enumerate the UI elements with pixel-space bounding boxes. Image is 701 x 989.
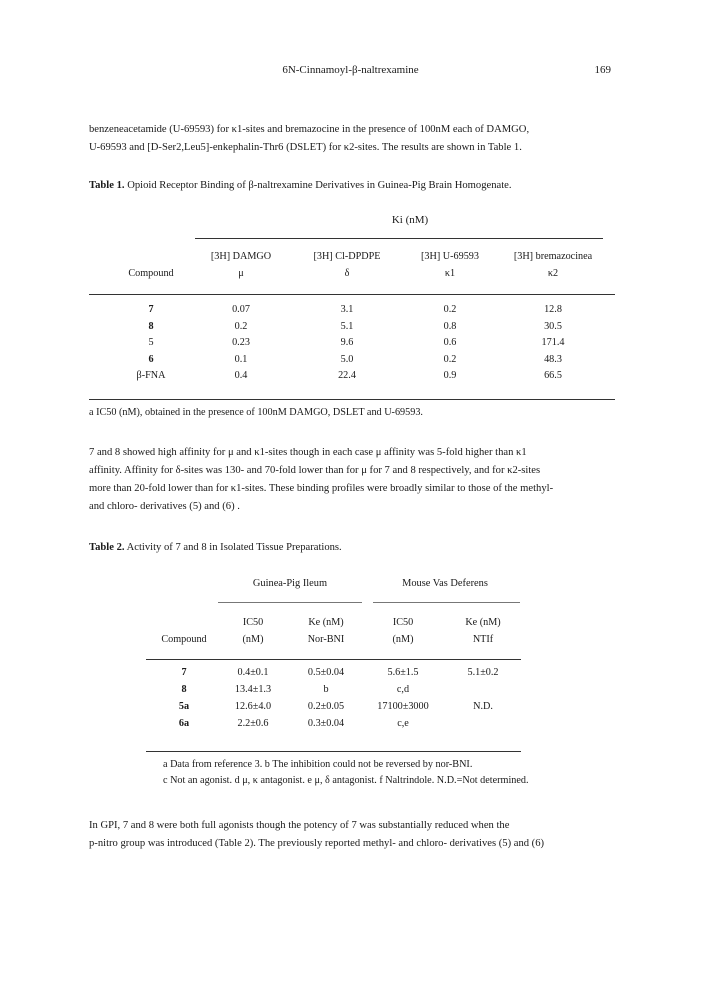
table1-cell: 0.6: [443, 337, 457, 348]
table1-cell: 0.2: [443, 304, 457, 315]
table1-col4-ligand: [3H] bremazocinea: [513, 251, 593, 262]
table2-cell: 0.3±0.04: [307, 718, 345, 729]
table1-col3-ligand: [3H] U-69593: [420, 251, 479, 262]
table2-caption-label: Table 2.: [89, 542, 125, 553]
table1-cell: 3.1: [340, 304, 354, 315]
table1-row-compound: 6: [148, 353, 154, 365]
table2-cell: 5.6±1.5: [387, 667, 419, 678]
table1-cell: 12.8: [544, 304, 562, 315]
running-title: 6N-Cinnamoyl-β-naltrexamine: [282, 64, 419, 76]
table1-cell: 0.1: [234, 353, 248, 365]
table1-row-compound: β-FNA: [136, 370, 166, 381]
table2-group-mvd: Mouse Vas Deferens: [402, 578, 488, 589]
table2-caption-text: Activity of 7 and 8 in Isolated Tissue Preparations.: [126, 542, 342, 553]
table1-cell: 5.0: [340, 353, 354, 365]
table1-cell: 30.5: [544, 320, 562, 332]
para2-line-1: 7 and 8 showed high affinity for μ and κ1-sites though in each case μ affinity was 5-fold higher than κ1: [89, 447, 527, 458]
table2-bottom-rule: [146, 751, 521, 752]
table1-cell: 5.1: [340, 320, 354, 332]
table2-col3-h2: (nM): [392, 634, 414, 645]
table2-cell: N.D.: [473, 701, 493, 712]
table2-col1-h1: IC50: [242, 617, 264, 628]
table2-footnote-1: a Data from reference 3. b The inhibition could not be reversed by nor-BNI.: [163, 759, 473, 770]
table2-row-compound: 7: [181, 667, 187, 678]
table1-cell: 48.3: [544, 353, 562, 365]
table1-header-rule: [89, 294, 615, 295]
table2-col1-h2: (nM): [242, 634, 264, 645]
table1-col1-ligand: [3H] DAMGO: [210, 251, 272, 262]
page-number: 169: [594, 64, 611, 76]
table1-col1-site: μ: [238, 268, 244, 279]
intro-line-1: benzeneacetamide (U-69593) for κ1-sites and bremazocine in the presence of 100nM each of DAMGO,: [89, 124, 530, 135]
table1-col4-site: κ2: [547, 268, 559, 279]
table1-cell: 9.6: [340, 337, 354, 348]
intro-line-2: U-69593 and [D-Ser2,Leu5]-enkephalin-Thr6 (DSLET) for κ2-sites. The results are shown in Table 1.: [89, 142, 522, 153]
table1-caption: [89, 180, 512, 191]
para3-line-1: In GPI, 7 and 8 were both full agonists though the potency of 7 was substantially reduced when the: [89, 820, 510, 831]
table1-footnote: a IC50 (nM), obtained in the presence of 100nM DAMGO, DSLET and U-69593.: [89, 407, 423, 418]
table2-cell: b: [323, 684, 329, 695]
table1-row-compound: 7: [148, 304, 154, 315]
table2-cell: 17100±3000: [377, 701, 429, 712]
table1-col2-site: δ: [344, 268, 350, 279]
table1-row-compound: 8: [148, 320, 154, 332]
table1-cell: 22.4: [338, 370, 356, 381]
table2-caption: [89, 542, 342, 553]
table1-caption-label: Table 1.: [89, 180, 125, 191]
table1-cell: 0.23: [232, 337, 250, 348]
para3-line-2: p-nitro group was introduced (Table 2). The previously reported methyl- and chloro- derivatives (5) and (6): [89, 838, 545, 849]
table1-col3-site: κ1: [444, 268, 456, 279]
table2-cell: 0.2±0.05: [307, 701, 345, 712]
table1-cell: 0.07: [232, 304, 250, 315]
table2-cell: 2.2±0.6: [237, 718, 269, 729]
table2-cell: 0.5±0.04: [307, 667, 345, 678]
table1-cell: 0.4: [234, 370, 248, 381]
table2-col2-h1: Ke (nM): [308, 617, 344, 628]
para2-line-2: affinity. Affinity for δ-sites was 130- and 70-fold lower than for μ for 7 and 8 respectively, and for κ2-sites: [89, 465, 541, 476]
table1-cell: 0.8: [443, 320, 457, 332]
table2-mvd-rule: [373, 602, 520, 603]
table2-col4-h1: Ke (nM): [465, 617, 501, 628]
table2-footnote-2: c Not an agonist. d μ, κ antagonist. e μ, δ antagonist. f Naltrindole. N.D.=Not determined.: [163, 775, 529, 786]
table2-cell: c,d: [396, 684, 410, 695]
table1-col2-ligand: [3H] Cl-DPDPE: [313, 251, 381, 262]
table1-cell: 0.2: [443, 353, 457, 365]
table2-col-compound: Compound: [161, 634, 207, 645]
table2-row-compound: 6a: [178, 718, 190, 729]
table1-row-compound: 5: [148, 337, 154, 348]
table1-cell: 0.2: [234, 320, 248, 332]
table1-col-compound: Compound: [128, 268, 174, 279]
table2-gpi-rule: [218, 602, 362, 603]
table2-group-gpi: Guinea-Pig Ileum: [252, 578, 328, 589]
table2-cell: 0.4±0.1: [237, 667, 269, 678]
para2-line-4: and chloro- derivatives (5) and (6) .: [89, 501, 240, 512]
table1-caption-text: Opioid Receptor Binding of β-naltrexamine Derivatives in Guinea-Pig Brain Homogenate.: [127, 180, 512, 191]
table2-cell: 12.6±4.0: [234, 701, 272, 712]
table1-cell: 0.9: [443, 370, 457, 381]
table2-row-compound: 5a: [178, 701, 190, 712]
table1-cell: 66.5: [544, 370, 562, 381]
table2-cell: 13.4±1.3: [234, 684, 272, 695]
table2-row-compound: 8: [181, 684, 187, 695]
table2-header-rule: [146, 659, 521, 660]
table2-cell: 5.1±0.2: [467, 667, 499, 678]
table1-spanner-rule: [195, 238, 603, 239]
table1-spanner: Ki (nM): [391, 214, 429, 226]
table2-col4-h2: NTIf: [472, 634, 494, 645]
table2-cell: c,e: [397, 718, 409, 729]
table1-cell: 171.4: [541, 337, 565, 348]
table2-col2-h2: Nor-BNI: [307, 634, 345, 645]
table2-col3-h1: IC50: [392, 617, 414, 628]
table1-bottom-rule: [89, 399, 615, 400]
para2-line-3: more than 20-fold lower than for κ1-sites. These binding profiles were broadly similar to those of the methyl-: [89, 483, 554, 494]
